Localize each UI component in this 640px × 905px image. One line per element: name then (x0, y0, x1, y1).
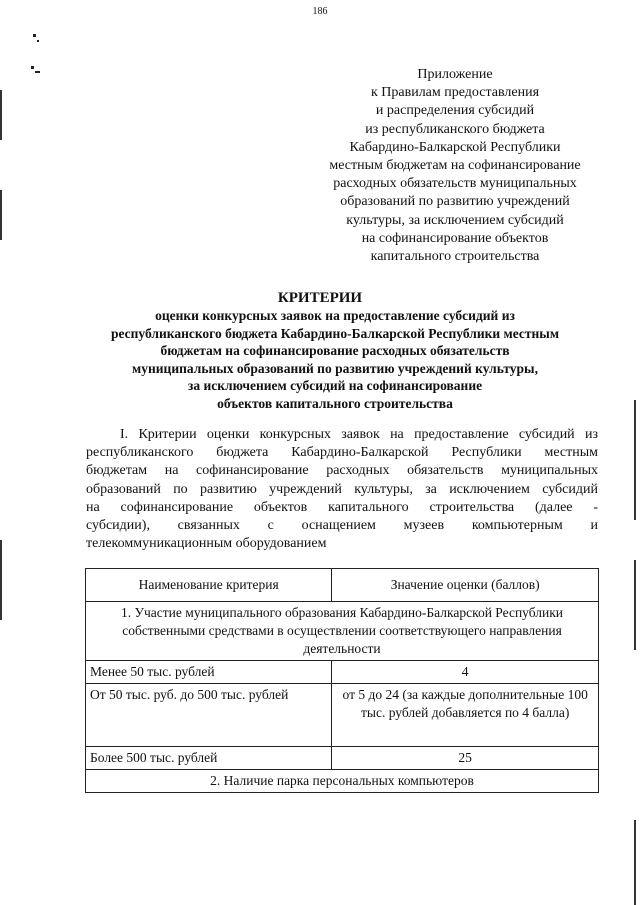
table-row (86, 747, 599, 770)
criterion-name-cell: Более 500 тыс. рублей (86, 747, 332, 770)
group-heading: 1. Участие муниципального образования Кабардино-Балкарской Республики собственными средствами в осуществлении соответствующего направления деятельности (86, 602, 599, 661)
section-line: телекоммуникационным оборудованием (86, 536, 327, 552)
scan-edge-line (634, 820, 636, 905)
appendix-line: из республиканского бюджета (365, 121, 545, 137)
appendix-block (290, 66, 620, 266)
appendix-line: образований по развитию учреждений (340, 194, 570, 210)
scan-edge-line (0, 90, 2, 140)
score-value-cell: от 5 до 24 (за каждые дополнительные 100 тыс. рублей добавляется по 4 балла) (332, 684, 599, 747)
section-line: I. Критерии оценки конкурсных заявок на предоставление субсидий из (120, 427, 598, 442)
header-criterion-name: Наименование критерия (86, 569, 332, 602)
scan-speck (33, 34, 36, 37)
subtitle-line: республиканского бюджета Кабардино-Балкарской Республики местным (110, 325, 560, 341)
section-line: образований по развитию учреждений культуры, за исключением субсидий (86, 481, 598, 497)
scan-speck (37, 40, 39, 42)
header-score-value: Значение оценки (баллов) (332, 569, 599, 602)
section-line: республиканского бюджета Кабардино-Балкарской Республики местным (86, 445, 598, 461)
criterion-name-cell: Менее 50 тыс. рублей (86, 661, 332, 684)
appendix-line: расходных обязательств муниципальных (333, 176, 577, 192)
document-title: КРИТЕРИИ (277, 290, 363, 306)
subtitle-line: бюджетам на софинансирование расходных обязательств (160, 343, 510, 358)
scan-edge-line (634, 400, 636, 520)
score-value-cell: 4 (332, 661, 599, 684)
table-group-row (86, 770, 599, 793)
subtitle-line: муниципальных образований по развитию учреждений культуры, (132, 360, 538, 376)
scan-speck (31, 66, 34, 69)
appendix-line: капитального строительства (370, 249, 540, 265)
scan-edge-line (0, 540, 2, 620)
page-number: 186 (312, 6, 328, 17)
appendix-line: местным бюджетам на софинансирование (329, 158, 581, 174)
section-intro-paragraph (86, 426, 598, 553)
appendix-line: на софинансирование объектов (361, 230, 549, 246)
appendix-line: и распределения субсидий (375, 103, 535, 119)
section-line: субсидии), связанных с оснащением музеев компьютерным и (86, 518, 598, 534)
table-row (86, 661, 599, 684)
section-line: на софинансирование объектов капитального строительства (далее - (86, 499, 598, 515)
appendix-line: Приложение (417, 67, 493, 82)
subtitle-line: за исключением субсидий на софинансирование (187, 378, 483, 393)
subtitle-line: оценки конкурсных заявок на предоставление субсидий из (155, 308, 515, 323)
scan-speck (35, 71, 40, 73)
subtitle-line: объектов капитального строительства (217, 395, 453, 411)
scan-edge-line (634, 560, 636, 650)
table-group-row (86, 602, 599, 661)
appendix-line: к Правилам предоставления (370, 85, 540, 101)
appendix-line: культуры, за исключением субсидий (346, 212, 564, 228)
table-header-row (86, 569, 599, 602)
criterion-name-cell: От 50 тыс. руб. до 500 тыс. рублей (86, 684, 332, 747)
document-subtitle (70, 307, 600, 412)
table-row (86, 684, 599, 747)
score-value-cell: 25 (332, 747, 599, 770)
scan-edge-line (0, 190, 2, 240)
group-heading: 2. Наличие парка персональных компьютеров (86, 770, 599, 793)
appendix-line: Кабардино-Балкарской Республики (349, 139, 561, 155)
section-line: бюджетам на софинансирование расходных обязательств муниципальных (86, 463, 598, 479)
criteria-table (85, 568, 599, 793)
